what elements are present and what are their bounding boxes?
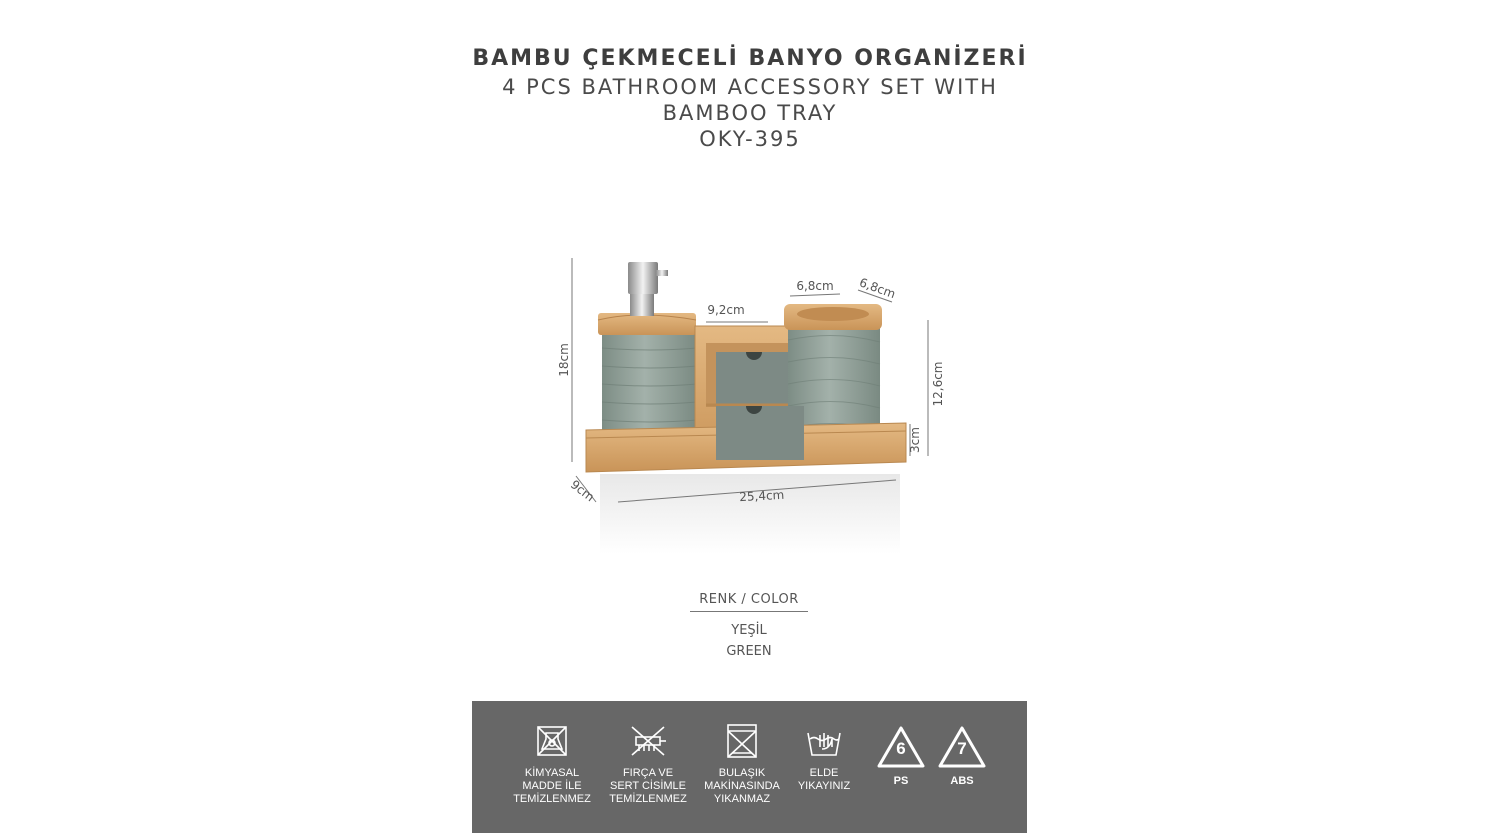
color-label: RENK / COLOR	[690, 592, 808, 612]
color-value-tr: YEŞİL	[731, 623, 767, 638]
dim-tray-length: 25,4cm	[738, 487, 785, 505]
title-english: 4 PCS BATHROOM ACCESSORY SET WITH BAMBOO TRAY	[502, 75, 998, 125]
care-label-line: MADDE İLE	[522, 780, 582, 792]
care-item-no-brush	[603, 723, 693, 806]
no-brush-icon	[628, 723, 668, 759]
product-illustration	[540, 240, 960, 570]
recycle-abs	[937, 725, 987, 787]
care-label-line: KİMYASAL	[524, 767, 580, 779]
care-label-line: MAKİNASINDA	[704, 780, 780, 792]
recycle-code: ABS	[950, 775, 974, 787]
care-label-line: SERT CİSİMLE	[609, 780, 686, 792]
recycle-number: 6	[896, 739, 906, 758]
product-code: OKY-395	[699, 127, 801, 151]
recycle-ps	[876, 725, 926, 787]
soap-dispenser	[598, 262, 697, 448]
dim-tray-height: 3cm	[908, 427, 922, 453]
dim-cup-depth: 6,8cm	[857, 275, 898, 302]
product-svg	[540, 240, 960, 570]
no-dishwasher-icon	[722, 723, 762, 759]
care-label-line: FIRÇA VE	[622, 767, 674, 779]
care-item-no-chemical	[507, 723, 597, 806]
dim-tray-depth: 9cm	[567, 477, 597, 505]
color-value-en: GREEN	[726, 644, 772, 659]
care-label-line: YIKANMAZ	[713, 793, 771, 805]
header	[0, 44, 1500, 152]
care-instructions-band	[472, 701, 1027, 833]
dim-cup-height: 12,6cm	[931, 361, 945, 407]
dim-height-dispenser: 18cm	[557, 343, 571, 377]
care-label-line: YIKAYINIZ	[797, 780, 851, 792]
dim-cup-width: 6,8cm	[796, 279, 834, 293]
color-section	[690, 592, 808, 662]
no-chemical-icon	[532, 723, 572, 759]
care-label-line: TEMİZLENMEZ	[513, 793, 591, 805]
care-item-hand-wash	[779, 723, 869, 793]
reflection	[600, 474, 900, 554]
dim-drawer-width: 9,2cm	[707, 303, 745, 317]
title-turkish: BAMBU ÇEKMECELİ BANYO ORGANİZERİ	[472, 46, 1028, 71]
recycle-number: 7	[957, 739, 967, 758]
recycle-code: PS	[893, 775, 909, 787]
care-item-no-dishwasher	[697, 723, 787, 806]
care-label-line: ELDE	[809, 767, 839, 779]
care-label-line: BULAŞIK	[718, 767, 766, 779]
hand-wash-icon	[804, 723, 844, 759]
care-label-line: TEMİZLENMEZ	[609, 793, 687, 805]
